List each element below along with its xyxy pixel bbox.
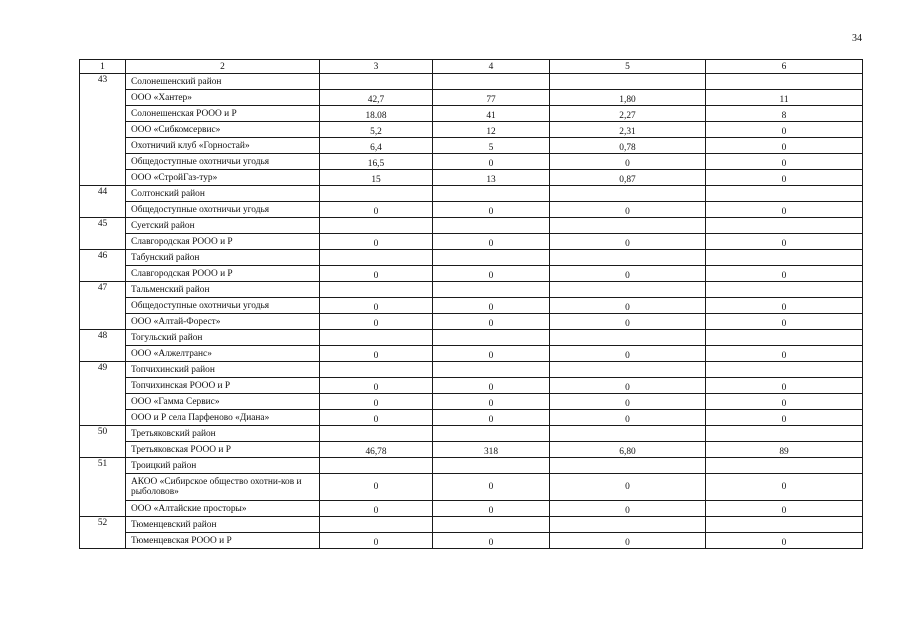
empty-cell <box>550 74 706 90</box>
value-cell-col4: 77 <box>433 90 550 106</box>
empty-cell <box>320 186 433 202</box>
organization-name: ООО «Сибкомсервис» <box>126 122 320 138</box>
value-cell-col4: 41 <box>433 106 550 122</box>
value-cell-col4: 0 <box>433 154 550 170</box>
table-row <box>80 442 863 458</box>
value-cell-col6: 8 <box>706 106 863 122</box>
table-row <box>80 154 863 170</box>
row-number: 49 <box>80 362 126 426</box>
district-name: Топчихинский район <box>126 362 320 378</box>
table-row <box>80 106 863 122</box>
table-row <box>80 298 863 314</box>
empty-cell <box>320 218 433 234</box>
district-name: Третьяковский район <box>126 426 320 442</box>
empty-cell <box>706 74 863 90</box>
value-cell-col5: 0 <box>550 266 706 282</box>
empty-cell <box>320 362 433 378</box>
value-cell-col3: 5,2 <box>320 122 433 138</box>
district-row <box>80 74 863 90</box>
organization-name: ООО «Алтай-Форест» <box>126 314 320 330</box>
table-row <box>80 533 863 549</box>
table-body <box>80 60 863 549</box>
value-cell-col3: 16,5 <box>320 154 433 170</box>
value-cell-col3: 0 <box>320 394 433 410</box>
organization-name: ООО «Хантер» <box>126 90 320 106</box>
empty-cell <box>706 426 863 442</box>
empty-cell <box>550 362 706 378</box>
empty-cell <box>433 218 550 234</box>
row-number: 52 <box>80 517 126 549</box>
district-row <box>80 218 863 234</box>
value-cell-col4: 0 <box>433 266 550 282</box>
empty-cell <box>706 517 863 533</box>
value-cell-col4: 0 <box>433 394 550 410</box>
empty-cell <box>706 186 863 202</box>
empty-cell <box>550 218 706 234</box>
empty-cell <box>320 250 433 266</box>
table-row <box>80 394 863 410</box>
value-cell-col6: 0 <box>706 138 863 154</box>
value-cell-col4: 0 <box>433 533 550 549</box>
value-cell-col3: 0 <box>320 501 433 517</box>
empty-cell <box>433 426 550 442</box>
value-cell-col6: 0 <box>706 501 863 517</box>
value-cell-col3: 46,78 <box>320 442 433 458</box>
value-cell-col4: 5 <box>433 138 550 154</box>
empty-cell <box>550 330 706 346</box>
value-cell-col4: 318 <box>433 442 550 458</box>
organization-name: ООО «СтройГаз-тур» <box>126 170 320 186</box>
value-cell-col3: 0 <box>320 314 433 330</box>
organization-name: ООО «Алжелтранс» <box>126 346 320 362</box>
value-cell-col6: 0 <box>706 410 863 426</box>
empty-cell <box>706 458 863 474</box>
value-cell-col5: 0 <box>550 154 706 170</box>
table-row <box>80 202 863 218</box>
organization-name: Топчихинская РООО и Р <box>126 378 320 394</box>
district-name: Тальменский район <box>126 282 320 298</box>
value-cell-col3: 42,7 <box>320 90 433 106</box>
value-cell-col5: 0 <box>550 501 706 517</box>
value-cell-col6: 0 <box>706 122 863 138</box>
empty-cell <box>433 186 550 202</box>
value-cell-col3: 0 <box>320 533 433 549</box>
district-name: Тюменцевский район <box>126 517 320 533</box>
value-cell-col3: 18.08 <box>320 106 433 122</box>
table-row <box>80 266 863 282</box>
value-cell-col6: 89 <box>706 442 863 458</box>
value-cell-col5: 0,78 <box>550 138 706 154</box>
empty-cell <box>433 362 550 378</box>
empty-cell <box>433 282 550 298</box>
value-cell-col6: 0 <box>706 346 863 362</box>
table-row <box>80 170 863 186</box>
table-row <box>80 314 863 330</box>
organization-name: Общедоступные охотничьи угодья <box>126 154 320 170</box>
empty-cell <box>550 517 706 533</box>
value-cell-col6: 0 <box>706 266 863 282</box>
value-cell-col4: 0 <box>433 202 550 218</box>
empty-cell <box>433 517 550 533</box>
district-name: Суетский район <box>126 218 320 234</box>
value-cell-col4: 0 <box>433 410 550 426</box>
organization-name: АКОО «Сибирское общество охотни-ков и рыболовов» <box>126 474 320 501</box>
value-cell-col5: 0 <box>550 533 706 549</box>
value-cell-col5: 6,80 <box>550 442 706 458</box>
district-row <box>80 517 863 533</box>
organization-name: ООО «Алтайские просторы» <box>126 501 320 517</box>
empty-cell <box>706 282 863 298</box>
value-cell-col4: 0 <box>433 314 550 330</box>
table-row <box>80 346 863 362</box>
value-cell-col5: 2,27 <box>550 106 706 122</box>
empty-cell <box>550 458 706 474</box>
district-name: Тогульский район <box>126 330 320 346</box>
value-cell-col3: 6,4 <box>320 138 433 154</box>
district-name: Солонешенский район <box>126 74 320 90</box>
empty-cell <box>706 250 863 266</box>
value-cell-col5: 0 <box>550 394 706 410</box>
row-number: 50 <box>80 426 126 458</box>
empty-cell <box>550 186 706 202</box>
district-row <box>80 282 863 298</box>
empty-cell <box>433 250 550 266</box>
row-number: 48 <box>80 330 126 362</box>
table-row <box>80 378 863 394</box>
table-row <box>80 90 863 106</box>
value-cell-col3: 0 <box>320 202 433 218</box>
value-cell-col6: 0 <box>706 394 863 410</box>
value-cell-col6: 0 <box>706 170 863 186</box>
value-cell-col4: 12 <box>433 122 550 138</box>
table-row <box>80 474 863 501</box>
value-cell-col3: 15 <box>320 170 433 186</box>
value-cell-col5: 0 <box>550 202 706 218</box>
empty-cell <box>320 426 433 442</box>
value-cell-col6: 0 <box>706 474 863 501</box>
table-row <box>80 138 863 154</box>
organization-name: Охотничий клуб «Горностай» <box>126 138 320 154</box>
empty-cell <box>550 250 706 266</box>
district-row <box>80 250 863 266</box>
header-cell-2: 2 <box>126 60 320 74</box>
header-row <box>80 60 863 74</box>
row-number: 44 <box>80 186 126 218</box>
value-cell-col4: 0 <box>433 501 550 517</box>
empty-cell <box>550 282 706 298</box>
organization-name: Третьяковская РООО и Р <box>126 442 320 458</box>
district-name: Табунский район <box>126 250 320 266</box>
organization-name: Славгородская РООО и Р <box>126 266 320 282</box>
header-cell-6: 6 <box>706 60 863 74</box>
value-cell-col5: 1,80 <box>550 90 706 106</box>
row-number: 47 <box>80 282 126 330</box>
row-number: 43 <box>80 74 126 186</box>
value-cell-col4: 13 <box>433 170 550 186</box>
value-cell-col5: 0 <box>550 298 706 314</box>
value-cell-col3: 0 <box>320 234 433 250</box>
header-cell-3: 3 <box>320 60 433 74</box>
value-cell-col6: 11 <box>706 90 863 106</box>
district-row <box>80 458 863 474</box>
value-cell-col6: 0 <box>706 533 863 549</box>
page-number: 34 <box>852 33 862 44</box>
empty-cell <box>706 330 863 346</box>
organization-name: ООО и Р села Парфеново «Диана» <box>126 410 320 426</box>
value-cell-col6: 0 <box>706 202 863 218</box>
district-row <box>80 426 863 442</box>
organization-name: Солонешенская РООО и Р <box>126 106 320 122</box>
organization-name: ООО «Гамма Сервис» <box>126 394 320 410</box>
table-row <box>80 501 863 517</box>
value-cell-col6: 0 <box>706 298 863 314</box>
row-number: 45 <box>80 218 126 250</box>
empty-cell <box>320 282 433 298</box>
value-cell-col6: 0 <box>706 154 863 170</box>
value-cell-col4: 0 <box>433 474 550 501</box>
value-cell-col3: 0 <box>320 378 433 394</box>
value-cell-col5: 0 <box>550 474 706 501</box>
district-name: Солтонский район <box>126 186 320 202</box>
value-cell-col5: 0,87 <box>550 170 706 186</box>
value-cell-col3: 0 <box>320 266 433 282</box>
empty-cell <box>550 426 706 442</box>
empty-cell <box>320 458 433 474</box>
value-cell-col6: 0 <box>706 314 863 330</box>
empty-cell <box>706 362 863 378</box>
value-cell-col5: 2,31 <box>550 122 706 138</box>
table-row <box>80 122 863 138</box>
organization-name: Общедоступные охотничьи угодья <box>126 202 320 218</box>
value-cell-col5: 0 <box>550 314 706 330</box>
organization-name: Тюменцевская РООО и Р <box>126 533 320 549</box>
organization-name: Общедоступные охотничьи угодья <box>126 298 320 314</box>
header-cell-1: 1 <box>80 60 126 74</box>
value-cell-col3: 0 <box>320 298 433 314</box>
district-row <box>80 362 863 378</box>
header-cell-5: 5 <box>550 60 706 74</box>
value-cell-col5: 0 <box>550 234 706 250</box>
data-table <box>79 59 863 549</box>
district-name: Троицкий район <box>126 458 320 474</box>
empty-cell <box>433 458 550 474</box>
value-cell-col3: 0 <box>320 474 433 501</box>
value-cell-col4: 0 <box>433 298 550 314</box>
value-cell-col6: 0 <box>706 234 863 250</box>
table-row <box>80 234 863 250</box>
value-cell-col4: 0 <box>433 346 550 362</box>
value-cell-col3: 0 <box>320 410 433 426</box>
organization-name: Славгородская РООО и Р <box>126 234 320 250</box>
district-row <box>80 186 863 202</box>
value-cell-col4: 0 <box>433 234 550 250</box>
value-cell-col6: 0 <box>706 378 863 394</box>
empty-cell <box>706 218 863 234</box>
empty-cell <box>320 330 433 346</box>
value-cell-col5: 0 <box>550 378 706 394</box>
value-cell-col5: 0 <box>550 346 706 362</box>
row-number: 51 <box>80 458 126 517</box>
header-cell-4: 4 <box>433 60 550 74</box>
value-cell-col3: 0 <box>320 346 433 362</box>
row-number: 46 <box>80 250 126 282</box>
empty-cell <box>433 74 550 90</box>
empty-cell <box>320 74 433 90</box>
value-cell-col5: 0 <box>550 410 706 426</box>
empty-cell <box>320 517 433 533</box>
table-row <box>80 410 863 426</box>
district-row <box>80 330 863 346</box>
empty-cell <box>433 330 550 346</box>
value-cell-col4: 0 <box>433 378 550 394</box>
